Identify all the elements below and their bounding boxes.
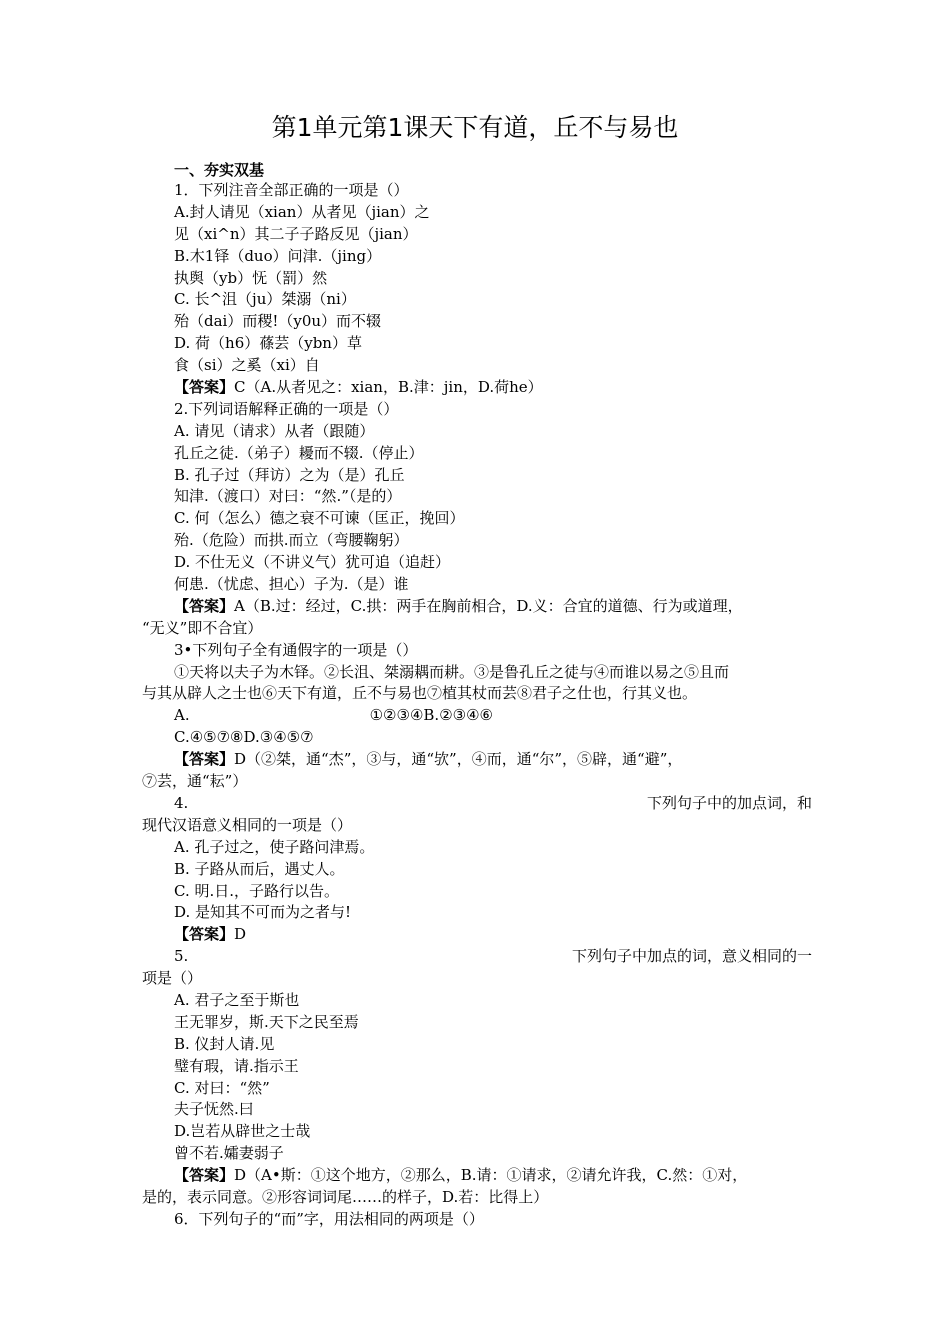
option-c-d: C.④⑤⑦⑧D.③④⑤⑦ [174,728,314,747]
answer-label: 【答案】 [174,750,235,769]
answer-text: D（A•斯：①这个地方，②那么，B.请：①请求，②请允许我，C.然：①对， [234,1166,748,1185]
option-line: 执舆（yb）怃（罰）然 [174,268,328,287]
answer-continuation: 是的，表示同意。②形容词词尾……的样子，D.若：比得上） [142,1187,549,1206]
option-c: C. 对曰：“然” [174,1078,270,1097]
option-a: A. 孔子过之，使子路问津焉。 [174,837,375,856]
question-3: 3•下列句子全有通假字的一项是（） [174,640,418,659]
answer-text: A（B.过：经过，C.拱：两手在胸前相合，D.义：合宜的道德、行为或道理， [234,596,743,615]
option-b: B.木1铎（duo）问津.（jing） [174,246,382,265]
answer-continuation: ⑦芸，通“耘”） [142,772,248,791]
answer-text: D（②桀，通“杰”，③与，通“欤”，④而，通“尔”，⑤辟，通“避”， [234,750,683,769]
question-6: 6．下列句子的“而”字，用法相同的两项是（） [174,1209,484,1228]
option-d: D. 是知其不可而为之者与! [174,903,352,922]
answer-text: C（A.从者见之：xian，B.津：jin，D.荷he） [234,378,543,397]
option-b: B. 仪封人请.见 [174,1034,275,1053]
question-text: 下列句子中加点的词，意义相同的一 [571,947,812,966]
option-line: 知津.（渡口）对曰：“然.”（是的） [174,487,402,506]
answer-2 [142,596,812,618]
option-line: 食（si）之奚（xi）自 [174,356,320,375]
answer-label: 【答案】 [174,378,235,397]
question-text: 下列句子中的加点词，和 [646,793,812,812]
option-line: 殆（dai）而稷!（y0u）而不辍 [174,312,382,331]
question-number: 4. [174,793,189,812]
option-line: 夫子怃然.曰 [174,1100,254,1119]
question-continuation: 现代汉语意义相同的一项是（） [142,815,353,834]
option-a: A.封人请见（xian）从者见（jian）之 [174,202,430,221]
question-2: 2.下列词语解释正确的一项是（） [174,399,399,418]
answer-continuation: “无义”即不合宜） [142,618,263,637]
question-4 [142,793,812,815]
question-number: 5. [174,947,189,966]
answer-text: D [234,925,247,944]
option-a: A. 请见（请求）从者（跟随） [174,421,375,440]
option-line: 璧有瑕，请.指示王 [174,1056,299,1075]
option-c: C. 长^沮（ju）桀溺（ni） [174,290,356,309]
sentence-list-continuation: 与其从辟人之士也⑥天下有道，丘不与易也⑦植其杖而芸⑧君子之仕也，行其义也。 [142,684,698,703]
question-5 [142,946,812,968]
option-d: D. 不仕无义（不讲义气）犹可追（追赶） [174,553,451,572]
answer-1 [142,377,812,399]
answer-4 [142,924,812,946]
option-a: A. 君子之至于斯也 [174,990,300,1009]
answer-5 [142,1165,812,1187]
option-b: B. 子路从而后，遇丈人。 [174,859,345,878]
option-b: B. 孔子过（拜访）之为（是）孔丘 [174,465,405,484]
option-line: 孔丘之徒.（弟子）耰而不辍.（停止） [174,443,424,462]
option-line: 曾不若.孀妻弱子 [174,1144,284,1163]
answer-label: 【答案】 [174,925,235,944]
option-a-b-text: ①②③④B.②③④⑥ [369,706,493,725]
option-line: 见（xi^n）其二子子路反见（jian） [174,224,418,243]
option-c: C. 何（怎么）德之衰不可谏（匡正，挽回） [174,509,465,528]
option-c: C. 明.日.，子路行以告。 [174,881,340,900]
option-a-b [142,705,812,727]
option-line: 殆.（危险）而拱.而立（弯腰鞠躬） [174,531,409,550]
question-1: 1．下列注音全部正确的一项是（） [174,181,409,199]
page-title: 第1单元第1课天下有道，丘不与易也 [271,113,679,142]
sentence-list: ①天将以夫子为木铎。②长沮、桀溺耦而耕。③是鲁孔丘之徒与④而谁以易之⑤且而 [174,662,730,681]
section-heading: 一、夯实双基 [174,161,265,179]
answer-3 [142,749,812,771]
answer-label: 【答案】 [174,596,235,615]
option-a-label: A. [174,706,190,725]
question-body [142,180,812,1231]
option-line: 何患.（忧虑、担心）子为.（是）谁 [174,575,409,594]
option-d: D. 荷（h6）蓧芸（ybn）草 [174,334,362,353]
option-line: 王无罪岁，斯.天下之民至焉 [174,1012,359,1031]
answer-label: 【答案】 [174,1166,235,1185]
option-d: D.岂若从辟世之士哉 [174,1122,311,1141]
question-continuation: 项是（） [142,969,203,988]
